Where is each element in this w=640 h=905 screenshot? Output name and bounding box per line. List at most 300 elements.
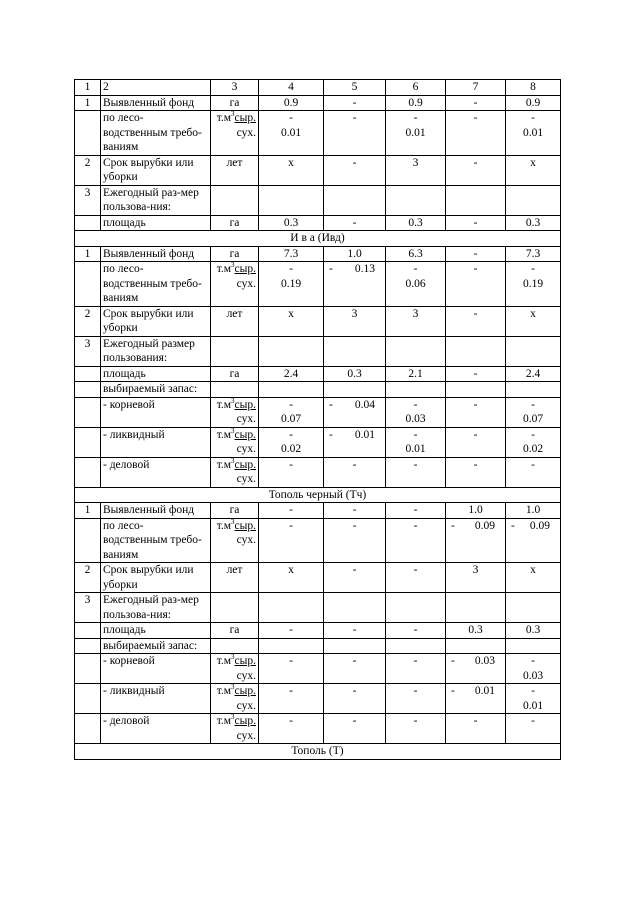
- value-line: 0.03: [522, 669, 544, 682]
- header-cell: 5: [324, 80, 386, 96]
- value-cell: [259, 306, 324, 336]
- unit-line: га: [229, 504, 240, 516]
- value-cell: [506, 185, 561, 215]
- value-line: -: [473, 156, 478, 169]
- value-line: 3: [412, 307, 419, 320]
- value-line: -: [413, 519, 418, 532]
- value-line: -: [289, 715, 293, 727]
- row-number: [75, 457, 101, 487]
- value-line: -: [289, 428, 293, 441]
- value-line: -: [473, 715, 478, 727]
- row-number: [75, 382, 101, 398]
- row-label: [101, 684, 211, 714]
- row-unit: [211, 714, 259, 744]
- row-unit: [211, 654, 259, 684]
- label-line: выбираемый запас:: [103, 383, 198, 395]
- value-cell: [446, 457, 506, 487]
- row-number: 1: [75, 95, 101, 111]
- value-cell: [446, 397, 506, 427]
- value-line: -: [289, 398, 293, 411]
- value-cell: [324, 563, 386, 593]
- table-row: [75, 262, 561, 307]
- row-unit: [211, 336, 259, 366]
- value-cell: [324, 382, 386, 398]
- split-value: - 0.01: [451, 685, 495, 697]
- value-cell: [386, 623, 446, 639]
- value-line: 1.0: [347, 247, 362, 260]
- row-label: [101, 457, 211, 487]
- value-line: -: [413, 428, 418, 441]
- value-cell: [506, 382, 561, 398]
- value-cell: [259, 336, 324, 366]
- value-cell: [446, 638, 506, 654]
- value-cell: [506, 623, 561, 639]
- value-cell: [506, 246, 561, 262]
- row-label: [101, 714, 211, 744]
- value-line: 0.02: [522, 443, 544, 455]
- value-cell: [259, 215, 324, 231]
- value-cell: [324, 185, 386, 215]
- table-row: [75, 366, 561, 382]
- value-line: -: [289, 263, 293, 275]
- row-unit: [211, 593, 259, 623]
- label-line: Выявленный фонд: [103, 96, 195, 109]
- row-unit: [211, 563, 259, 593]
- label-line: уборки: [103, 171, 138, 183]
- value-cell: [506, 684, 561, 714]
- value-cell: [446, 262, 506, 307]
- label-line: Срок вырубки или: [103, 307, 194, 320]
- row-label: [101, 563, 211, 593]
- table-row: [75, 654, 561, 684]
- value-cell: [506, 427, 561, 457]
- header-cell: 6: [386, 80, 446, 96]
- table-row: [75, 427, 561, 457]
- unit-line: $т.м^3сыр$.: [216, 427, 256, 441]
- value-cell: [259, 623, 324, 639]
- value-line: 0.3: [468, 624, 483, 636]
- value-cell: [259, 246, 324, 262]
- value-line: -: [413, 263, 418, 275]
- row-unit: [211, 155, 259, 185]
- value-line: -: [289, 519, 293, 532]
- row-label: [101, 654, 211, 684]
- value-cell: [386, 503, 446, 519]
- value-cell: [446, 593, 506, 623]
- value-line: -: [352, 458, 357, 471]
- value-line: -: [352, 655, 357, 667]
- value-cell: [259, 155, 324, 185]
- forest-fund-table: [74, 79, 561, 760]
- value-cell: [324, 95, 386, 111]
- label-line: пользова-ния:: [103, 201, 171, 213]
- section-title: Тополь черный (Тч): [75, 487, 561, 503]
- value-cell: [446, 623, 506, 639]
- unit-line: га: [229, 367, 240, 380]
- section-title-row: [75, 231, 561, 247]
- value-line: -: [531, 263, 535, 275]
- value-line: 0.01: [522, 699, 544, 712]
- table-row: [75, 714, 561, 744]
- value-line: -: [473, 428, 478, 441]
- header-cell: 3: [211, 80, 259, 96]
- value-line: 0.3: [347, 367, 362, 380]
- unit-line: га: [229, 624, 240, 636]
- value-cell: [259, 95, 324, 111]
- value-line: 3: [351, 307, 358, 320]
- value-cell: [386, 155, 446, 185]
- value-line: -: [473, 367, 478, 380]
- row-label: [101, 111, 211, 156]
- unit-line: $т.м^3сыр$.: [216, 518, 256, 532]
- unit-line: сух.: [236, 699, 256, 712]
- row-number: [75, 684, 101, 714]
- value-cell: [324, 366, 386, 382]
- value-line: -: [289, 458, 293, 471]
- table-row: [75, 215, 561, 231]
- header-cell: 7: [446, 80, 506, 96]
- label-line: - деловой: [103, 715, 150, 727]
- table-row: [75, 457, 561, 487]
- row-number: [75, 427, 101, 457]
- value-line: -: [352, 216, 357, 229]
- value-cell: [386, 563, 446, 593]
- value-line: 0.01: [280, 126, 302, 139]
- row-unit: [211, 503, 259, 519]
- row-number: [75, 518, 101, 563]
- row-label: [101, 215, 211, 231]
- value-cell: [446, 215, 506, 231]
- value-cell: [259, 593, 324, 623]
- row-number: 3: [75, 593, 101, 623]
- row-label: [101, 638, 211, 654]
- unit-line: $т.м^3сыр$.: [216, 110, 256, 124]
- value-cell: [446, 306, 506, 336]
- label-line: Выявленный фонд: [103, 504, 195, 516]
- value-line: 1.0: [525, 504, 541, 516]
- split-value: - 0.01: [329, 428, 375, 441]
- value-cell: [324, 684, 386, 714]
- value-line: -: [531, 715, 535, 727]
- value-cell: [386, 336, 446, 366]
- section-title: Тополь (Т): [75, 744, 561, 760]
- value-line: 0.9: [283, 96, 299, 109]
- split-value: - 0.03: [451, 655, 495, 667]
- value-line: 0.01: [405, 126, 426, 139]
- value-cell: [446, 382, 506, 398]
- row-unit: [211, 397, 259, 427]
- value-cell: [259, 684, 324, 714]
- value-line: -: [413, 504, 418, 516]
- value-line: -: [531, 655, 535, 667]
- value-cell: [386, 366, 446, 382]
- value-line: x: [530, 156, 536, 169]
- value-line: -: [352, 685, 357, 697]
- value-line: -: [352, 504, 357, 516]
- value-cell: [324, 427, 386, 457]
- value-line: 6.3: [408, 247, 423, 260]
- unit-line: сух.: [236, 443, 256, 455]
- value-line: 0.19: [280, 277, 302, 290]
- value-line: -: [352, 715, 357, 727]
- label-line: по лесо-: [103, 263, 144, 275]
- value-line: 0.06: [405, 277, 426, 290]
- value-line: 0.01: [522, 126, 544, 139]
- unit-line: лет: [226, 307, 243, 320]
- value-line: 7.3: [283, 247, 299, 260]
- value-cell: [324, 623, 386, 639]
- value-cell: [324, 246, 386, 262]
- table-row: [75, 155, 561, 185]
- value-line: -: [531, 428, 535, 441]
- value-cell: [324, 155, 386, 185]
- unit-line: сух.: [236, 473, 256, 485]
- value-line: x: [530, 307, 536, 320]
- row-label: [101, 95, 211, 111]
- row-number: [75, 638, 101, 654]
- table-row: [75, 397, 561, 427]
- value-line: 0.3: [408, 216, 423, 229]
- row-unit: [211, 111, 259, 156]
- row-number: [75, 111, 101, 156]
- value-line: -: [531, 458, 535, 471]
- label-line: водственным требо-: [103, 534, 202, 546]
- row-label: [101, 427, 211, 457]
- table-row: [75, 638, 561, 654]
- label-line: выбираемый запас:: [103, 639, 198, 652]
- value-line: -: [531, 685, 535, 697]
- value-line: -: [413, 715, 418, 727]
- value-cell: [259, 366, 324, 382]
- value-cell: [259, 262, 324, 307]
- label-line: площадь: [103, 216, 146, 229]
- value-cell: [324, 262, 386, 307]
- value-cell: [506, 95, 561, 111]
- value-cell: [259, 382, 324, 398]
- row-label: [101, 593, 211, 623]
- value-line: -: [473, 307, 478, 320]
- value-line: x: [288, 564, 294, 576]
- value-line: -: [473, 263, 478, 275]
- label-line: - корневой: [103, 655, 155, 667]
- label-line: Срок вырубки или: [103, 564, 194, 576]
- value-cell: [386, 262, 446, 307]
- value-cell: [259, 185, 324, 215]
- value-cell: [324, 638, 386, 654]
- unit-line: сух.: [236, 126, 256, 139]
- value-cell: [446, 95, 506, 111]
- row-label: [101, 382, 211, 398]
- value-cell: [324, 111, 386, 156]
- value-cell: [506, 503, 561, 519]
- row-number: 1: [75, 246, 101, 262]
- row-label: [101, 623, 211, 639]
- label-line: по лесо-: [103, 112, 144, 124]
- value-cell: [386, 306, 446, 336]
- value-cell: [506, 215, 561, 231]
- header-row: [75, 80, 561, 96]
- value-line: -: [531, 112, 535, 124]
- unit-line: $т.м^3сыр$.: [216, 397, 256, 411]
- value-cell: [386, 397, 446, 427]
- value-line: -: [413, 564, 418, 576]
- value-line: -: [352, 519, 357, 532]
- table-row: [75, 684, 561, 714]
- unit-line: $т.м^3сыр$.: [216, 457, 256, 471]
- value-cell: [386, 714, 446, 744]
- label-line: ваниям: [103, 141, 139, 153]
- split-value: - 0.04: [329, 398, 375, 411]
- value-cell: [506, 593, 561, 623]
- value-line: -: [473, 112, 478, 124]
- row-number: [75, 654, 101, 684]
- label-line: - ликвидный: [103, 685, 165, 697]
- row-number: 2: [75, 155, 101, 185]
- unit-line: $т.м^3сыр$.: [216, 683, 256, 697]
- row-number: 2: [75, 306, 101, 336]
- value-cell: [446, 246, 506, 262]
- table-row: [75, 111, 561, 156]
- row-label: [101, 336, 211, 366]
- value-cell: [324, 518, 386, 563]
- table-row: [75, 503, 561, 519]
- label-line: Ежегодный раз-мер: [103, 186, 199, 199]
- row-unit: [211, 623, 259, 639]
- row-unit: [211, 185, 259, 215]
- value-cell: [386, 654, 446, 684]
- value-cell: [324, 593, 386, 623]
- label-line: Выявленный фонд: [103, 247, 195, 260]
- value-cell: [446, 185, 506, 215]
- value-cell: [324, 503, 386, 519]
- unit-line: $т.м^3сыр$.: [216, 261, 256, 275]
- table-row: [75, 623, 561, 639]
- value-cell: [446, 366, 506, 382]
- header-cell: 1: [75, 80, 101, 96]
- value-cell: [324, 397, 386, 427]
- value-cell: [446, 654, 506, 684]
- value-line: 2.4: [525, 367, 541, 380]
- value-cell: [324, 215, 386, 231]
- value-cell: [446, 563, 506, 593]
- value-cell: [506, 306, 561, 336]
- value-cell: [386, 593, 446, 623]
- label-line: пользова-ния:: [103, 608, 171, 621]
- value-cell: [506, 366, 561, 382]
- row-unit: [211, 382, 259, 398]
- value-line: 0.19: [522, 277, 544, 290]
- value-line: -: [352, 96, 357, 109]
- row-unit: [211, 215, 259, 231]
- value-cell: [386, 684, 446, 714]
- value-line: -: [473, 398, 478, 411]
- unit-line: $т.м^3сыр$.: [216, 653, 256, 667]
- value-line: -: [473, 96, 478, 109]
- value-line: 0.3: [525, 216, 541, 229]
- row-label: [101, 397, 211, 427]
- unit-line: сух.: [236, 729, 256, 742]
- value-cell: [386, 111, 446, 156]
- row-unit: [211, 518, 259, 563]
- value-cell: [324, 306, 386, 336]
- table-row: [75, 336, 561, 366]
- label-line: Срок вырубки или: [103, 156, 194, 169]
- table-row: [75, 563, 561, 593]
- value-cell: [259, 457, 324, 487]
- value-cell: [324, 654, 386, 684]
- value-cell: [386, 246, 446, 262]
- row-unit: [211, 306, 259, 336]
- section-title-row: [75, 744, 561, 760]
- label-line: - деловой: [103, 458, 150, 471]
- table-row: [75, 593, 561, 623]
- value-line: -: [473, 458, 478, 471]
- value-line: -: [413, 458, 418, 471]
- value-cell: [259, 111, 324, 156]
- value-line: -: [289, 685, 293, 697]
- value-cell: [446, 155, 506, 185]
- value-line: 0.03: [405, 413, 426, 425]
- value-cell: [506, 654, 561, 684]
- row-unit: [211, 262, 259, 307]
- value-line: 0.07: [280, 413, 302, 425]
- value-line: -: [413, 655, 418, 667]
- value-line: 0.9: [525, 96, 541, 109]
- value-cell: [506, 714, 561, 744]
- unit-line: га: [229, 96, 240, 109]
- value-line: 3: [412, 156, 419, 169]
- value-cell: [446, 714, 506, 744]
- value-cell: [259, 518, 324, 563]
- header-cell: 8: [506, 80, 561, 96]
- row-number: [75, 262, 101, 307]
- label-line: по лесо-: [103, 519, 144, 532]
- value-cell: [386, 427, 446, 457]
- value-cell: [506, 563, 561, 593]
- label-line: Ежегодный раз-мер: [103, 594, 199, 606]
- value-line: -: [289, 655, 293, 667]
- value-cell: [386, 95, 446, 111]
- value-cell: [506, 397, 561, 427]
- unit-line: лет: [226, 156, 243, 169]
- value-cell: [386, 518, 446, 563]
- value-line: 2.1: [408, 367, 423, 380]
- section-title-row: [75, 487, 561, 503]
- table-row: [75, 185, 561, 215]
- row-unit: [211, 457, 259, 487]
- unit-line: $т.м^3сыр$.: [216, 713, 256, 727]
- value-cell: [324, 336, 386, 366]
- value-cell: [506, 111, 561, 156]
- section-title: И в а (Ивд): [75, 231, 561, 247]
- value-cell: [446, 503, 506, 519]
- row-number: [75, 366, 101, 382]
- value-cell: [506, 457, 561, 487]
- value-cell: [506, 336, 561, 366]
- row-unit: [211, 246, 259, 262]
- value-line: -: [413, 112, 418, 124]
- table-row: [75, 95, 561, 111]
- value-line: -: [473, 216, 478, 229]
- value-cell: [386, 457, 446, 487]
- value-line: -: [352, 112, 357, 124]
- value-cell: [259, 397, 324, 427]
- value-cell: [259, 638, 324, 654]
- row-label: [101, 518, 211, 563]
- value-cell: [506, 262, 561, 307]
- value-line: 0.9: [408, 96, 423, 109]
- value-line: -: [352, 624, 357, 636]
